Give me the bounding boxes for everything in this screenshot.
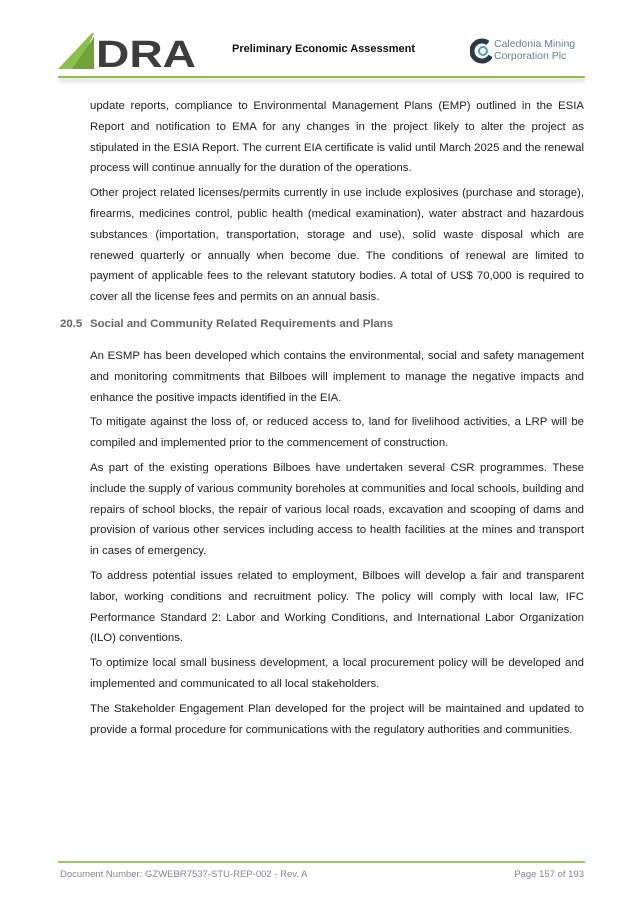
logo-text-line2: Corporation Plc [494,50,567,62]
document-number: Document Number: GZWEBR7537-STU-REP-002 - Rev. A [60,869,308,880]
section-heading [60,318,590,330]
dra-logo [58,33,198,69]
paragraph: As part of the existing operations Bilboes have undertaken several CSR programmes. These include the supply of various community boreholes at communities and local schools, building and repairs of school blocks, the repair of various local roads, excavation and scooping of dams and provision of various other services including access to health facilities at the mines and transport in cases of emergency. [90,461,584,558]
paragraph: Other project related licenses/permits currently in use include explosives (purchase and storage), firearms, medicines control, public health (medical examination), water abstract and hazardous substances (importation, transportation, storage and use), solid waste disposal which are renewed quarterly or annually when become due. The conditions of renewal are limited to payment of applicable fees to the relevant statutory bodies. A total of US$ 70,000 is required to cover all the license fees and permits on an annual basis. [90,187,584,304]
section-title: Social and Community Related Requirements and Plans [90,318,394,330]
footer-divider [58,861,585,863]
caledonia-logo [470,38,590,68]
page-number: Page 157 of 193 [514,869,584,880]
header-title: Preliminary Economic Assessment [232,43,416,55]
section-number: 20.5 [60,318,83,330]
paragraph: The Stakeholder Engagement Plan developed for the project will be maintained and updated to provide a formal procedure for communications with the regulatory authorities and communities. [90,702,584,736]
caledonia-c-icon [470,38,492,64]
header-divider [58,76,585,78]
paragraph: An ESMP has been developed which contains the environmental, social and safety management and monitoring commitments that Bilboes will implement to manage the negative impacts and enhance the positive impacts identified in the EIA. [90,349,584,404]
paragraph: update reports, compliance to Environmental Management Plans (EMP) outlined in the ESIA Report and notification to EMA for any changes in the project likely to alter the project as stipulated in the ESIA Report. The current EIA certificate is valid until March 2025 and the renewal process will continue annually for the duration of the operations. [90,100,584,175]
svg-text:DRA: DRA [96,34,196,69]
document-body [90,96,584,744]
paragraph: To address potential issues related to employment, Bilboes will develop a fair and transparent labor, working conditions and recruitment policy. The policy will comply with local law, IFC Performance Standard 2: Labor and Working Conditions, and International Labor Organization (ILO) conventions. [90,569,584,645]
logo-text-line1: Caledonia Mining [494,38,576,50]
paragraph: To mitigate against the loss of, or reduced access to, land for livelihood activities, a LRP will be compiled and implemented prior to the commencement of construction. [90,416,584,450]
paragraph: To optimize local small business development, a local procurement policy will be developed and implemented and communicated to all local stakeholders. [90,657,584,690]
